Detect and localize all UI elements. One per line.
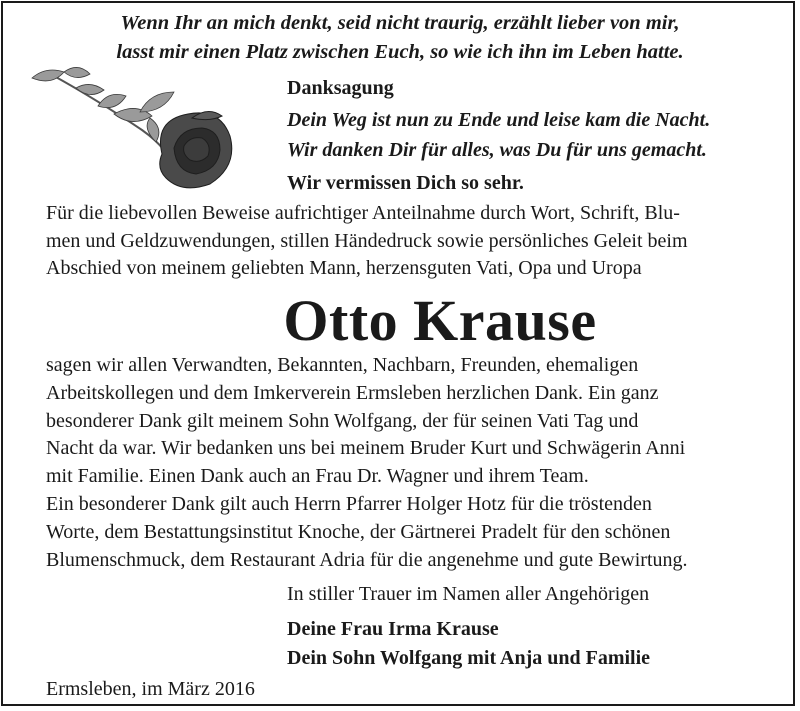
body-line: sagen wir allen Verwandten, Bekannten, Nachbarn, Freunden, ehemaligen [46,354,639,376]
intro-line: Abschied von meinem geliebten Mann, herzensguten Vati, Opa und Uropa [46,257,642,279]
place-date: Ermsleben, im März 2016 [46,678,255,700]
heading: Danksagung [287,77,394,99]
miss-line: Wir vermissen Dich so sehr. [287,172,524,194]
motto-line-1: Wenn Ihr an mich denkt, seid nicht traurig, erzählt lieber von mir, [120,12,680,34]
signature-line: Dein Sohn Wolfgang mit Anja und Familie [287,647,651,669]
deceased-name: Otto Krause [283,288,597,353]
signature-line: Deine Frau Irma Krause [287,618,499,640]
body-line: Ein besonderer Dank gilt auch Herrn Pfarrer Holger Hotz für die tröstenden [46,493,652,515]
poem-line-1: Dein Weg ist nun zu Ende und leise kam die Nacht. [287,109,711,131]
poem-line-2: Wir danken Dir für alles, was Du für uns gemacht. [287,139,707,161]
closing-line: In stiller Trauer im Namen aller Angehörigen [287,583,650,605]
body-line: Worte, dem Bestattungsinstitut Knoche, der Gärtnerei Pradelt für den schönen [46,521,671,543]
body-line: Arbeitskollegen und dem Imkerverein Ermsleben herzlichen Dank. Ein ganz [46,382,659,404]
rose-icon [24,58,254,198]
intro-line: men und Geldzuwendungen, stillen Händedruck sowie persönliches Geleit beim [46,230,688,252]
motto-line-2: lasst mir einen Platz zwischen Euch, so wie ich ihn im Leben hatte. [116,41,684,63]
body-line: mit Familie. Einen Dank auch an Frau Dr. Wagner und ihrem Team. [46,465,589,487]
body-line: besonderer Dank gilt meinem Sohn Wolfgang, der für seinen Vati Tag und [46,410,639,432]
body-line: Nacht da war. Wir bedanken uns bei meinem Bruder Kurt und Schwägerin Anni [46,437,686,459]
body-line: Blumenschmuck, dem Restaurant Adria für die angenehme und gute Bewirtung. [46,549,688,571]
intro-line: Für die liebevollen Beweise aufrichtiger Anteilnahme durch Wort, Schrift, Blu- [46,202,680,224]
